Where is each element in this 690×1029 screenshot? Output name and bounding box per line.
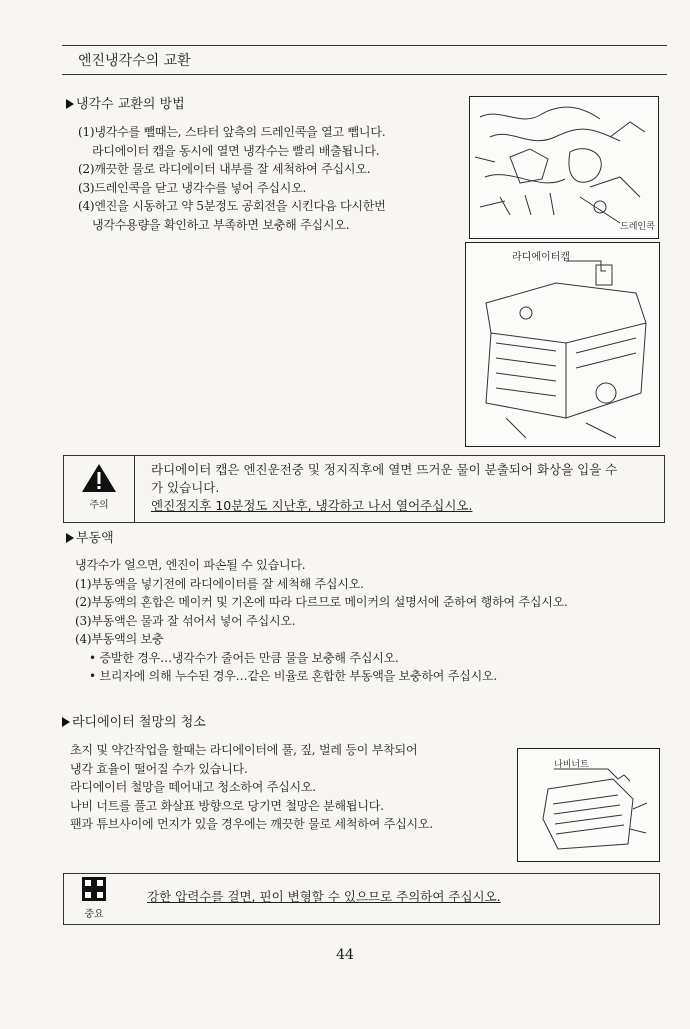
drain-cock-label: 드레인콕 bbox=[620, 222, 655, 232]
header-top-rule bbox=[62, 45, 667, 46]
caution-line: 가 있습니다. bbox=[151, 480, 220, 495]
caution-line: 라디에이터 캡은 엔진운전중 및 정지직후에 열면 뜨거운 물이 분출되어 화상을 입을 수 bbox=[151, 462, 618, 477]
radiator-cap-illustration bbox=[466, 243, 659, 446]
important-box bbox=[63, 873, 660, 925]
butterfly-nut-figure bbox=[517, 748, 660, 862]
important-icon-area bbox=[64, 874, 124, 924]
antifreeze-line: 냉각수가 얼으면, 엔진이 파손될 수 있습니다. bbox=[75, 558, 306, 572]
antifreeze-heading: 부동액 bbox=[66, 527, 114, 546]
coolant-change-heading: 냉각수 교환의 방법 bbox=[66, 93, 185, 112]
antifreeze-bullet: • 브리자에 의해 누수된 경우…같은 비율로 혼합한 부동액을 보충하여 주십시오. bbox=[89, 669, 497, 683]
step-line: (1)냉각수를 뺄때는, 스타터 앞측의 드레인콕을 열고 뺍니다. bbox=[78, 125, 386, 139]
radiator-cap-label: 라디에이터캡 bbox=[512, 252, 570, 263]
antifreeze-line: (3)부동액은 물과 잘 섞어서 넣어 주십시오. bbox=[75, 613, 296, 628]
important-label: 중요 bbox=[84, 909, 104, 920]
radiator-screen-line: 나비 너트를 풀고 화살표 방향으로 당기면 철망은 분해됩니다. bbox=[70, 798, 384, 813]
antifreeze-line: (4)부동액의 보충 bbox=[75, 632, 164, 646]
radiator-screen-line: 초지 및 약간작업을 할때는 라디에이터에 풀, 짚, 벌레 등이 부착되어 bbox=[70, 743, 418, 757]
caution-icon-area bbox=[64, 456, 135, 522]
coolant-change-steps bbox=[78, 123, 386, 234]
page-number: 44 bbox=[336, 947, 354, 963]
radiator-screen-text bbox=[70, 741, 433, 834]
page-title: 엔진냉각수의 교환 bbox=[78, 53, 191, 69]
radiator-screen-line: 라디에이터 철망을 떼어내고 청소하여 주십시오. bbox=[70, 780, 316, 794]
butterfly-nut-label: 나비너트 bbox=[554, 760, 589, 770]
antifreeze-text bbox=[75, 556, 568, 686]
warning-triangle-icon bbox=[64, 456, 134, 498]
triangle-bullet-icon bbox=[62, 717, 70, 727]
step-line: 냉각수용량을 확인하고 부족하면 보충해 주십시오. bbox=[92, 217, 350, 232]
triangle-bullet-icon bbox=[66, 533, 74, 543]
header-bottom-rule bbox=[62, 74, 667, 75]
step-line: (4)엔진을 시동하고 약 5분정도 공회전을 시킨다음 다시한번 bbox=[78, 199, 386, 213]
step-line: (2)깨끗한 물로 라디에이터 내부를 잘 세척하여 주십시오. bbox=[78, 162, 371, 176]
antifreeze-line: (2)부동액의 혼합은 메이커 및 기온에 따라 다르므로 메이커의 설명서에 준하여 행하여 주십시오. bbox=[75, 595, 568, 609]
step-line: (3)드레인콕을 닫고 냉각수를 넣어 주십시오. bbox=[78, 180, 307, 195]
engine-drain-illustration bbox=[470, 97, 658, 238]
caution-box bbox=[63, 455, 665, 523]
triangle-bullet-icon bbox=[66, 99, 74, 109]
step-line: 라디에이터 캡을 동시에 열면 냉각수는 빨리 배출됩니다. bbox=[92, 143, 380, 158]
important-square-icon bbox=[64, 874, 124, 906]
radiator-screen-heading: 라디에이터 철망의 청소 bbox=[62, 711, 206, 730]
drain-cock-figure bbox=[469, 96, 659, 239]
caution-label: 주의 bbox=[89, 500, 109, 511]
important-text: 강한 압력수를 걸면, 핀이 변형할 수 있으므로 주의하여 주십시오. bbox=[147, 889, 501, 904]
caution-text bbox=[151, 461, 617, 515]
caution-line: 엔진정지후 10분정도 지난후, 냉각하고 나서 열어주십시오. bbox=[151, 498, 473, 513]
radiator-screen-line: 팬과 튜브사이에 먼지가 있을 경우에는 깨끗한 물로 세척하여 주십시오. bbox=[70, 817, 433, 831]
radiator-screen-line: 냉각 효율이 떨어질 수가 있습니다. bbox=[70, 761, 248, 776]
antifreeze-line: (1)부동액을 넣기전에 라디에이터를 잘 세척해 주십시오. bbox=[75, 576, 364, 591]
antifreeze-bullet: • 증발한 경우…냉각수가 줄어든 만큼 물을 보충해 주십시오. bbox=[89, 650, 399, 665]
radiator-cap-figure bbox=[465, 242, 660, 447]
